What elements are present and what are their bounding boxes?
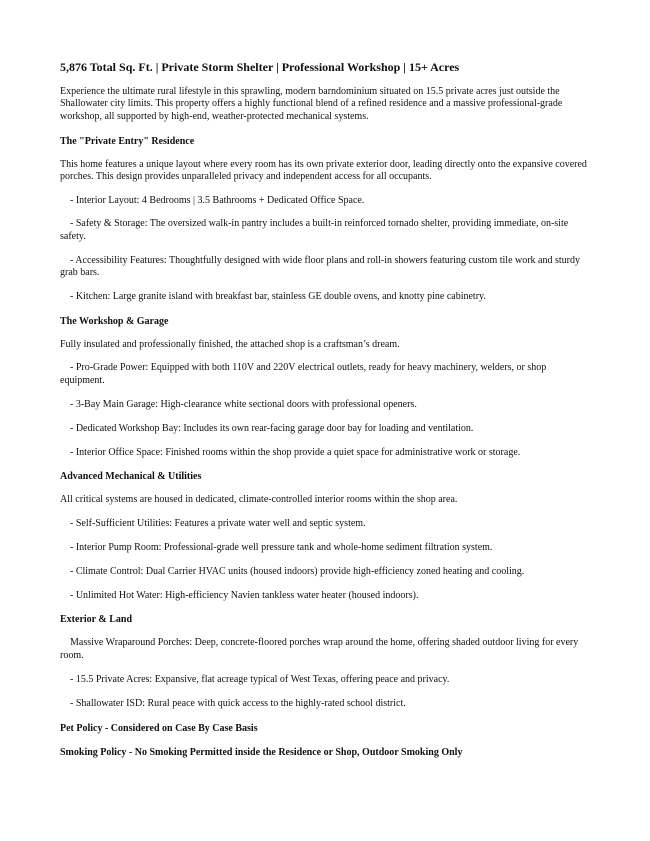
list-item: - 3-Bay Main Garage: High-clearance white sectional doors with professional openers. [70, 398, 417, 410]
list-item: - Dedicated Workshop Bay: Includes its own rear-facing garage door bay for loading and ventilation. [70, 422, 474, 434]
section-heading-workshop: The Workshop & Garage [60, 315, 169, 327]
section-heading-residence: The "Private Entry" Residence [60, 135, 195, 147]
intro-paragraph: Experience the ultimate rural lifestyle in this sprawling, modern barndominium situated on 15.5 private acres just outside the Shallowater city limits. This property offers a highly functional blend of a refined residence and a massive professional-grade workshop, all supported by high-end, weather-protected mechanical systems. [60, 86, 563, 122]
list-item: - Pro-Grade Power: Equipped with both 110V and 220V electrical outlets, ready for heavy machinery, welders, or shop equipment. [60, 362, 547, 386]
section-lead: Fully insulated and professionally finished, the attached shop is a craftsman’s dream. [60, 338, 400, 350]
list-item: - Interior Layout: 4 Bedrooms | 3.5 Bathrooms + Dedicated Office Space. [70, 194, 365, 206]
section-lead: This home features a unique layout where every room has its own private exterior door, leading directly onto the expansive covered porches. This design provides unparalleled privacy and independent access for all occupants. [60, 158, 587, 183]
list-item: - Climate Control: Dual Carrier HVAC units (housed indoors) provide high-efficiency zoned heating and cooling. [70, 565, 525, 577]
document-title: 5,876 Total Sq. Ft. | Private Storm Shelter | Professional Workshop | 15+ Acres [60, 60, 460, 74]
list-item: - Self-Sufficient Utilities: Features a private water well and septic system. [70, 517, 366, 529]
smoking-policy: Smoking Policy - No Smoking Permitted inside the Residence or Shop, Outdoor Smoking Only [60, 746, 463, 758]
section-heading-exterior: Exterior & Land [60, 614, 133, 626]
list-item: - Unlimited Hot Water: High-efficiency Navien tankless water heater (housed indoors). [70, 589, 419, 601]
list-item: Massive Wraparound Porches: Deep, concrete-floored porches wrap around the home, offering shaded outdoor living for every room. [60, 637, 579, 661]
list-item: - 15.5 Private Acres: Expansive, flat acreage typical of West Texas, offering peace and privacy. [70, 673, 450, 685]
list-item: - Safety & Storage: The oversized walk-in pantry includes a built-in reinforced tornado shelter, providing immediate, on-site safety. [60, 218, 569, 242]
list-item: - Accessibility Features: Thoughtfully designed with wide floor plans and roll-in showers featuring custom tile work and sturdy grab bars. [60, 254, 580, 279]
list-item: - Interior Pump Room: Professional-grade well pressure tank and whole-home sediment filtration system. [70, 541, 493, 553]
pet-policy: Pet Policy - Considered on Case By Case Basis [60, 722, 258, 734]
section-heading-mechanical: Advanced Mechanical & Utilities [60, 471, 202, 483]
section-lead: All critical systems are housed in dedicated, climate-controlled interior rooms within the shop area. [60, 494, 458, 506]
list-item: - Shallowater ISD: Rural peace with quick access to the highly-rated school district. [70, 697, 406, 709]
list-item: - Kitchen: Large granite island with breakfast bar, stainless GE double ovens, and knotty pine cabinetry. [70, 291, 486, 303]
list-item: - Interior Office Space: Finished rooms within the shop provide a quiet space for administrative work or storage. [70, 446, 521, 458]
